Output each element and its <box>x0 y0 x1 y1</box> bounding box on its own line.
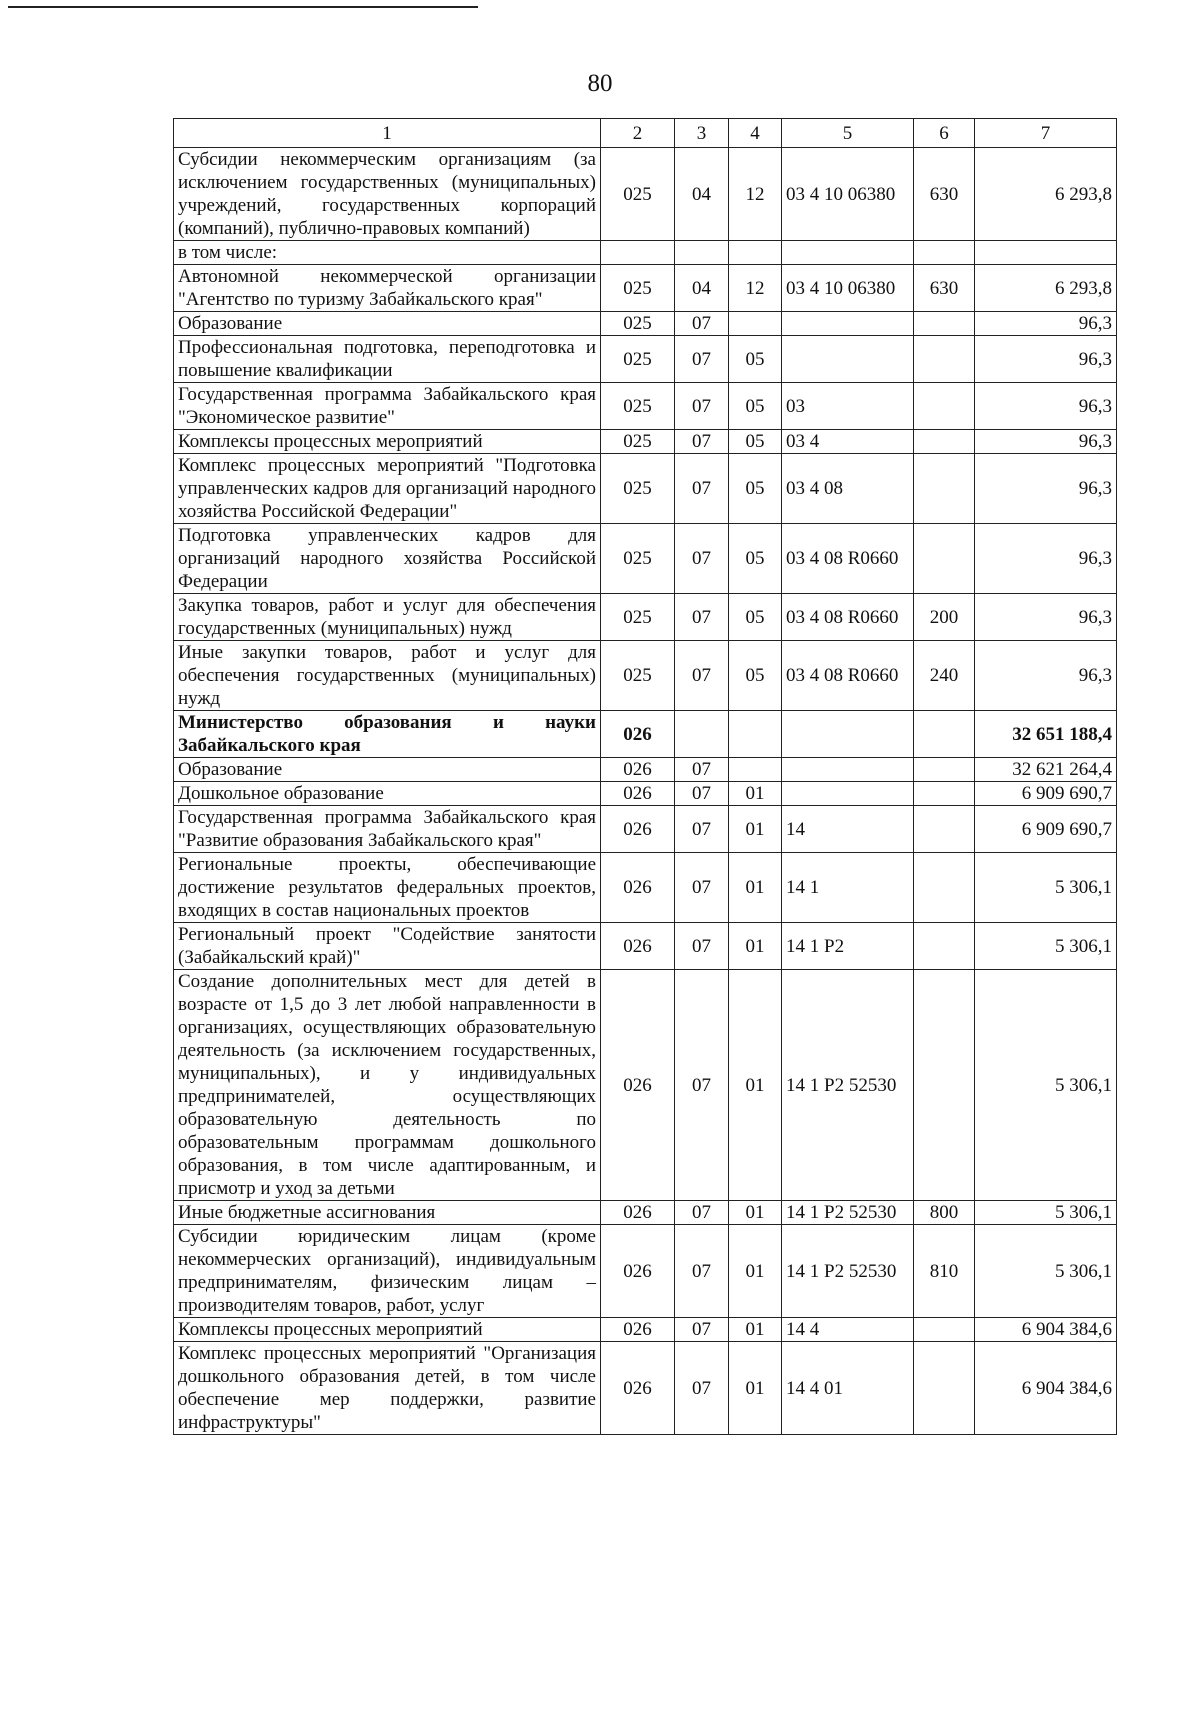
row-target-article-cell <box>782 312 914 336</box>
row-amount-cell <box>975 241 1117 265</box>
row-grbs-cell: 026 <box>601 758 675 782</box>
row-target-article-cell <box>782 241 914 265</box>
row-expense-type-cell <box>914 1318 975 1342</box>
table-row <box>174 853 1117 923</box>
row-amount-cell: 32 621 264,4 <box>975 758 1117 782</box>
row-name-cell: Субсидии юридическим лицам (кроме некоммерческих организаций), индивидуальным предпринимателям, физическим лицам – производителям товаров, работ, услуг <box>174 1225 601 1318</box>
table-row <box>174 1342 1117 1435</box>
row-target-article-cell: 14 4 01 <box>782 1342 914 1435</box>
row-expense-type-cell: 810 <box>914 1225 975 1318</box>
row-target-article-cell: 14 1 P2 <box>782 923 914 970</box>
row-name-cell: Комплекс процессных мероприятий "Организация дошкольного образования детей, в том числе обеспечение мер поддержки, развитие инфраструктуры" <box>174 1342 601 1435</box>
row-expense-type-cell: 800 <box>914 1201 975 1225</box>
header-col-1: 1 <box>174 119 601 148</box>
row-section-cell <box>675 241 729 265</box>
row-grbs-cell: 025 <box>601 430 675 454</box>
row-section-cell: 07 <box>675 336 729 383</box>
row-section-cell: 07 <box>675 806 729 853</box>
table-row <box>174 758 1117 782</box>
row-expense-type-cell <box>914 711 975 758</box>
row-subsection-cell: 05 <box>729 430 782 454</box>
row-section-cell: 07 <box>675 383 729 430</box>
row-section-cell: 07 <box>675 970 729 1201</box>
row-subsection-cell <box>729 758 782 782</box>
row-expense-type-cell <box>914 383 975 430</box>
row-name-cell: Государственная программа Забайкальского края "Экономическое развитие" <box>174 383 601 430</box>
row-amount-cell: 6 909 690,7 <box>975 806 1117 853</box>
header-col-5: 5 <box>782 119 914 148</box>
row-expense-type-cell <box>914 312 975 336</box>
row-expense-type-cell <box>914 241 975 265</box>
row-target-article-cell: 03 4 08 R0660 <box>782 594 914 641</box>
table-row <box>174 1225 1117 1318</box>
row-expense-type-cell: 630 <box>914 148 975 241</box>
row-grbs-cell: 026 <box>601 806 675 853</box>
table-row <box>174 336 1117 383</box>
row-amount-cell: 96,3 <box>975 383 1117 430</box>
row-subsection-cell: 05 <box>729 594 782 641</box>
row-grbs-cell: 025 <box>601 265 675 312</box>
row-amount-cell: 96,3 <box>975 336 1117 383</box>
row-amount-cell: 6 904 384,6 <box>975 1342 1117 1435</box>
table-row <box>174 148 1117 241</box>
row-subsection-cell: 05 <box>729 641 782 711</box>
row-subsection-cell: 01 <box>729 1342 782 1435</box>
header-col-4: 4 <box>729 119 782 148</box>
row-section-cell: 07 <box>675 524 729 594</box>
row-expense-type-cell: 200 <box>914 594 975 641</box>
row-name-cell: Региональные проекты, обеспечивающие достижение результатов федеральных проектов, входящих в состав национальных проектов <box>174 853 601 923</box>
row-subsection-cell: 05 <box>729 524 782 594</box>
row-section-cell: 07 <box>675 853 729 923</box>
row-amount-cell: 5 306,1 <box>975 1201 1117 1225</box>
row-target-article-cell: 14 1 P2 52530 <box>782 1201 914 1225</box>
table-row <box>174 1318 1117 1342</box>
row-grbs-cell: 026 <box>601 970 675 1201</box>
row-name-cell: Подготовка управленческих кадров для организаций народного хозяйства Российской Федерации <box>174 524 601 594</box>
row-expense-type-cell: 240 <box>914 641 975 711</box>
row-subsection-cell: 12 <box>729 148 782 241</box>
header-col-2: 2 <box>601 119 675 148</box>
row-target-article-cell <box>782 336 914 383</box>
row-target-article-cell: 14 1 P2 52530 <box>782 970 914 1201</box>
row-grbs-cell: 025 <box>601 594 675 641</box>
row-target-article-cell: 03 <box>782 383 914 430</box>
row-target-article-cell: 14 4 <box>782 1318 914 1342</box>
row-expense-type-cell <box>914 336 975 383</box>
row-grbs-cell: 026 <box>601 853 675 923</box>
row-name-cell: Дошкольное образование <box>174 782 601 806</box>
row-name-cell: Государственная программа Забайкальского края "Развитие образования Забайкальского края" <box>174 806 601 853</box>
row-grbs-cell: 026 <box>601 1318 675 1342</box>
budget-table-body <box>174 119 1117 1435</box>
row-name-cell: Комплексы процессных мероприятий <box>174 1318 601 1342</box>
row-section-cell: 07 <box>675 1342 729 1435</box>
row-section-cell: 07 <box>675 1318 729 1342</box>
row-grbs-cell: 025 <box>601 641 675 711</box>
row-section-cell <box>675 711 729 758</box>
row-grbs-cell: 026 <box>601 782 675 806</box>
row-section-cell: 07 <box>675 1225 729 1318</box>
row-subsection-cell: 05 <box>729 383 782 430</box>
row-section-cell: 07 <box>675 923 729 970</box>
row-amount-cell: 6 293,8 <box>975 265 1117 312</box>
row-name-cell: Региональный проект "Содействие занятости (Забайкальский край)" <box>174 923 601 970</box>
row-section-cell: 07 <box>675 782 729 806</box>
row-grbs-cell: 025 <box>601 336 675 383</box>
row-subsection-cell <box>729 241 782 265</box>
row-amount-cell: 96,3 <box>975 524 1117 594</box>
table-row <box>174 1201 1117 1225</box>
table-header-row <box>174 119 1117 148</box>
row-section-cell: 04 <box>675 265 729 312</box>
row-name-cell: Образование <box>174 758 601 782</box>
row-expense-type-cell <box>914 923 975 970</box>
row-expense-type-cell <box>914 524 975 594</box>
row-name-cell: в том числе: <box>174 241 601 265</box>
row-subsection-cell: 12 <box>729 265 782 312</box>
row-grbs-cell: 025 <box>601 148 675 241</box>
table-row <box>174 782 1117 806</box>
row-grbs-cell: 025 <box>601 383 675 430</box>
table-row <box>174 970 1117 1201</box>
table-row <box>174 524 1117 594</box>
table-row <box>174 265 1117 312</box>
row-section-cell: 07 <box>675 758 729 782</box>
table-row <box>174 594 1117 641</box>
row-amount-cell: 6 904 384,6 <box>975 1318 1117 1342</box>
row-expense-type-cell: 630 <box>914 265 975 312</box>
budget-table <box>173 118 1117 1435</box>
row-amount-cell: 5 306,1 <box>975 923 1117 970</box>
row-target-article-cell: 03 4 08 R0660 <box>782 524 914 594</box>
row-name-cell: Субсидии некоммерческим организациям (за исключением государственных (муниципальных) учреждений, государственных корпораций (компаний), публично-правовых компаний) <box>174 148 601 241</box>
row-amount-cell: 5 306,1 <box>975 1225 1117 1318</box>
row-grbs-cell: 026 <box>601 923 675 970</box>
row-amount-cell: 96,3 <box>975 430 1117 454</box>
header-col-6: 6 <box>914 119 975 148</box>
row-expense-type-cell <box>914 853 975 923</box>
row-name-cell: Иные бюджетные ассигнования <box>174 1201 601 1225</box>
row-section-cell: 07 <box>675 594 729 641</box>
row-grbs-cell: 026 <box>601 711 675 758</box>
row-target-article-cell <box>782 711 914 758</box>
row-target-article-cell: 03 4 10 06380 <box>782 148 914 241</box>
table-row <box>174 312 1117 336</box>
row-target-article-cell: 03 4 <box>782 430 914 454</box>
row-subsection-cell <box>729 711 782 758</box>
row-amount-cell: 6 293,8 <box>975 148 1117 241</box>
row-name-cell: Профессиональная подготовка, переподготовка и повышение квалификации <box>174 336 601 383</box>
table-row <box>174 641 1117 711</box>
row-grbs-cell: 026 <box>601 1342 675 1435</box>
table-row <box>174 711 1117 758</box>
page-number: 80 <box>587 70 613 97</box>
row-expense-type-cell <box>914 454 975 524</box>
row-target-article-cell <box>782 758 914 782</box>
row-section-cell: 04 <box>675 148 729 241</box>
row-target-article-cell: 03 4 10 06380 <box>782 265 914 312</box>
table-row <box>174 430 1117 454</box>
header-col-3: 3 <box>675 119 729 148</box>
row-name-cell: Министерство образования и науки Забайкальского края <box>174 711 601 758</box>
row-subsection-cell <box>729 312 782 336</box>
row-subsection-cell: 01 <box>729 1201 782 1225</box>
row-name-cell: Закупка товаров, работ и услуг для обеспечения государственных (муниципальных) нужд <box>174 594 601 641</box>
table-row <box>174 241 1117 265</box>
row-subsection-cell: 01 <box>729 853 782 923</box>
row-subsection-cell: 01 <box>729 782 782 806</box>
row-expense-type-cell <box>914 970 975 1201</box>
table-row <box>174 806 1117 853</box>
row-expense-type-cell <box>914 758 975 782</box>
row-target-article-cell <box>782 782 914 806</box>
row-target-article-cell: 14 <box>782 806 914 853</box>
row-name-cell: Образование <box>174 312 601 336</box>
row-target-article-cell: 03 4 08 R0660 <box>782 641 914 711</box>
row-name-cell: Автономной некоммерческой организации "Агентство по туризму Забайкальского края" <box>174 265 601 312</box>
row-amount-cell: 32 651 188,4 <box>975 711 1117 758</box>
row-name-cell: Создание дополнительных мест для детей в возрасте от 1,5 до 3 лет любой направленности в организациях, осуществляющих образовательную деятельность (за исключением государственных, муниципальных), и у индивидуальных предпринимателей, осуществляющих образовательную деятельность по образовательным программам дошкольного образования, в том числе адаптированным, и присмотр и уход за детьми <box>174 970 601 1201</box>
row-section-cell: 07 <box>675 1201 729 1225</box>
row-grbs-cell: 025 <box>601 524 675 594</box>
row-grbs-cell: 026 <box>601 1201 675 1225</box>
row-amount-cell: 96,3 <box>975 594 1117 641</box>
row-subsection-cell: 05 <box>729 454 782 524</box>
row-subsection-cell: 01 <box>729 806 782 853</box>
row-name-cell: Комплексы процессных мероприятий <box>174 430 601 454</box>
row-expense-type-cell <box>914 1342 975 1435</box>
row-section-cell: 07 <box>675 312 729 336</box>
row-grbs-cell: 025 <box>601 312 675 336</box>
row-section-cell: 07 <box>675 454 729 524</box>
row-expense-type-cell <box>914 430 975 454</box>
row-target-article-cell: 14 1 <box>782 853 914 923</box>
row-grbs-cell: 025 <box>601 454 675 524</box>
table-row <box>174 923 1117 970</box>
row-expense-type-cell <box>914 806 975 853</box>
row-amount-cell: 6 909 690,7 <box>975 782 1117 806</box>
top-scan-rule <box>8 6 478 8</box>
row-amount-cell: 5 306,1 <box>975 970 1117 1201</box>
row-subsection-cell: 05 <box>729 336 782 383</box>
row-expense-type-cell <box>914 782 975 806</box>
row-amount-cell: 96,3 <box>975 312 1117 336</box>
row-amount-cell: 96,3 <box>975 641 1117 711</box>
row-name-cell: Иные закупки товаров, работ и услуг для обеспечения государственных (муниципальных) нужд <box>174 641 601 711</box>
row-grbs-cell: 026 <box>601 1225 675 1318</box>
row-target-article-cell: 03 4 08 <box>782 454 914 524</box>
row-amount-cell: 96,3 <box>975 454 1117 524</box>
table-row <box>174 383 1117 430</box>
row-subsection-cell: 01 <box>729 970 782 1201</box>
table-row <box>174 454 1117 524</box>
row-amount-cell: 5 306,1 <box>975 853 1117 923</box>
row-subsection-cell: 01 <box>729 1225 782 1318</box>
row-subsection-cell: 01 <box>729 923 782 970</box>
row-name-cell: Комплекс процессных мероприятий "Подготовка управленческих кадров для организаций народного хозяйства Российской Федерации" <box>174 454 601 524</box>
header-col-7: 7 <box>975 119 1117 148</box>
row-section-cell: 07 <box>675 430 729 454</box>
row-section-cell: 07 <box>675 641 729 711</box>
row-target-article-cell: 14 1 P2 52530 <box>782 1225 914 1318</box>
row-grbs-cell <box>601 241 675 265</box>
row-subsection-cell: 01 <box>729 1318 782 1342</box>
